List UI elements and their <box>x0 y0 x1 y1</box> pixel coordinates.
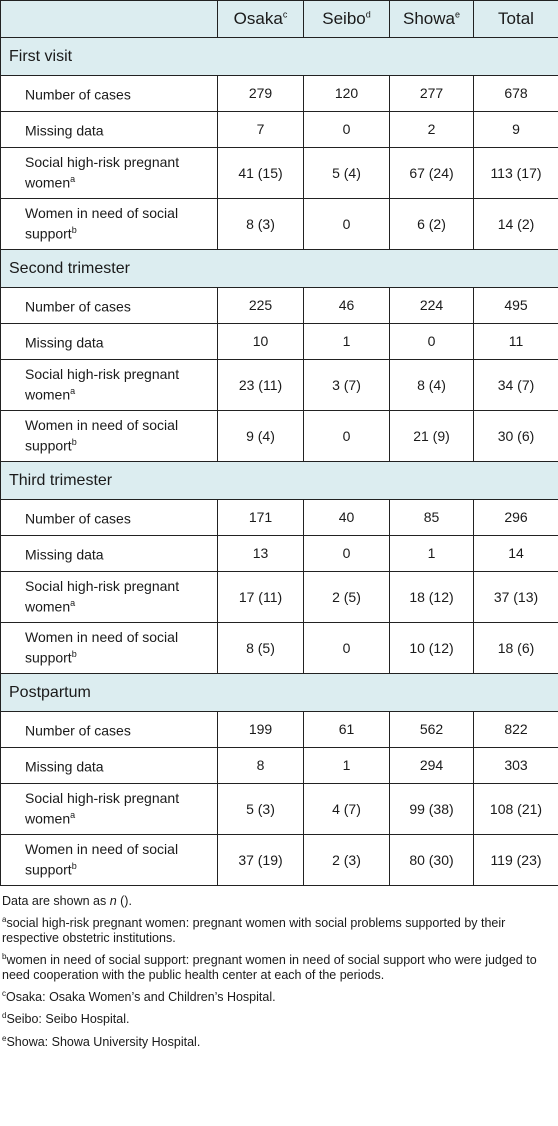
table-cell: 120 <box>304 76 390 112</box>
table-cell: 2 (5) <box>304 572 390 623</box>
table-cell: 23 (11) <box>218 360 304 411</box>
table-cell: 18 (12) <box>390 572 474 623</box>
table-cell: 17 (11) <box>218 572 304 623</box>
row-label: Number of cases <box>1 76 218 112</box>
table-cell: 9 <box>474 112 558 148</box>
header-blank-cell <box>1 1 218 38</box>
table-cell: 8 (3) <box>218 199 304 250</box>
table-cell: 10 (12) <box>390 623 474 674</box>
table-notes <box>0 886 558 1050</box>
table-cell: 5 (3) <box>218 784 304 835</box>
table-row <box>1 199 558 250</box>
row-label: Women in need of social support$^b$ <box>1 199 218 250</box>
table-row <box>1 76 558 112</box>
footnote-e: $^e$Showa: Showa University Hospital. <box>2 1033 201 1049</box>
row-label: Women in need of social support$^b$ <box>1 623 218 674</box>
section-row <box>1 462 558 500</box>
table-row <box>1 148 558 199</box>
table-row <box>1 623 558 674</box>
table-cell: 8 <box>218 748 304 784</box>
table-cell: 3 (7) <box>304 360 390 411</box>
row-label: Number of cases <box>1 712 218 748</box>
table-cell: 171 <box>218 500 304 536</box>
table-cell: 0 <box>304 112 390 148</box>
footnote-a: $^a$social high-risk pregnant women: pregnant women with social problems supported by their respective obstetric institutions. <box>2 915 506 946</box>
row-label: Social high-risk pregnant women$^a$ <box>1 784 218 835</box>
table-cell: 0 <box>304 536 390 572</box>
table-row <box>1 411 558 462</box>
row-label: Number of cases <box>1 288 218 324</box>
table-cell: 303 <box>474 748 558 784</box>
row-label: Missing data <box>1 748 218 784</box>
table-cell: 1 <box>304 748 390 784</box>
footnote-b: $^b$women in need of social support: pregnant women in need of social support who were judged to need cooperation with the public health center at each of the periods. <box>2 952 537 983</box>
table-cell: 30 (6) <box>474 411 558 462</box>
table-cell: 0 <box>304 411 390 462</box>
table-row <box>1 112 558 148</box>
footnote-c: $^c$Osaka: Osaka Women’s and Children’s Hospital. <box>2 989 276 1005</box>
table-cell: 2 <box>390 112 474 148</box>
table-cell: 61 <box>304 712 390 748</box>
table-cell: 0 <box>390 324 474 360</box>
table-cell: 562 <box>390 712 474 748</box>
data-shown-note: Data are shown as n (). <box>2 894 132 908</box>
table-cell: 10 <box>218 324 304 360</box>
table-cell: 7 <box>218 112 304 148</box>
table-cell: 279 <box>218 76 304 112</box>
table-cell: 495 <box>474 288 558 324</box>
section-row <box>1 674 558 712</box>
row-label: Women in need of social support$^b$ <box>1 835 218 886</box>
section-title: First visit <box>1 38 558 76</box>
table-cell: 113 (17) <box>474 148 558 199</box>
row-label: Social high-risk pregnant women$^a$ <box>1 572 218 623</box>
table-cell: 1 <box>304 324 390 360</box>
table-cell: 8 (5) <box>218 623 304 674</box>
table-cell: 678 <box>474 76 558 112</box>
section-title: Third trimester <box>1 462 558 500</box>
table-cell: 4 (7) <box>304 784 390 835</box>
table-row <box>1 536 558 572</box>
table-cell: 224 <box>390 288 474 324</box>
table-cell: 14 <box>474 536 558 572</box>
table-cell: 34 (7) <box>474 360 558 411</box>
section-row <box>1 38 558 76</box>
table-cell: 37 (13) <box>474 572 558 623</box>
table-cell: 80 (30) <box>390 835 474 886</box>
table-row <box>1 288 558 324</box>
table-cell: 277 <box>390 76 474 112</box>
table-cell: 6 (2) <box>390 199 474 250</box>
row-label: Social high-risk pregnant women$^a$ <box>1 360 218 411</box>
table-row <box>1 500 558 536</box>
table-cell: 40 <box>304 500 390 536</box>
section-title: Second trimester <box>1 250 558 288</box>
table-body <box>1 38 558 886</box>
table-cell: 13 <box>218 536 304 572</box>
row-label: Missing data <box>1 324 218 360</box>
table-cell: 1 <box>390 536 474 572</box>
table-cell: 14 (2) <box>474 199 558 250</box>
table-cell: 294 <box>390 748 474 784</box>
footnote-d: $^d$Seibo: Seibo Hospital. <box>2 1011 130 1027</box>
row-label: Number of cases <box>1 500 218 536</box>
table-cell: 46 <box>304 288 390 324</box>
table-cell: 296 <box>474 500 558 536</box>
table-cell: 0 <box>304 623 390 674</box>
table-cell: 37 (19) <box>218 835 304 886</box>
table-cell: 99 (38) <box>390 784 474 835</box>
table-cell: 2 (3) <box>304 835 390 886</box>
header-total: Total <box>474 1 558 38</box>
header-row <box>1 1 558 38</box>
table-cell: 18 (6) <box>474 623 558 674</box>
header-seibo: Seibo$^d$ <box>304 1 390 38</box>
table-row <box>1 748 558 784</box>
table-row <box>1 835 558 886</box>
row-label: Missing data <box>1 112 218 148</box>
table-cell: 108 (21) <box>474 784 558 835</box>
table-cell: 9 (4) <box>218 411 304 462</box>
table-cell: 85 <box>390 500 474 536</box>
table-cell: 8 (4) <box>390 360 474 411</box>
table-row <box>1 784 558 835</box>
table-cell: 119 (23) <box>474 835 558 886</box>
row-label: Missing data <box>1 536 218 572</box>
table-cell: 5 (4) <box>304 148 390 199</box>
header-osaka: Osaka$^c$ <box>218 1 304 38</box>
table-cell: 41 (15) <box>218 148 304 199</box>
table-cell: 21 (9) <box>390 411 474 462</box>
header-showa: Showa$^e$ <box>390 1 474 38</box>
table-cell: 199 <box>218 712 304 748</box>
table-cell: 822 <box>474 712 558 748</box>
section-row <box>1 250 558 288</box>
table-row <box>1 572 558 623</box>
table-cell: 67 (24) <box>390 148 474 199</box>
section-title: Postpartum <box>1 674 558 712</box>
table-cell: 0 <box>304 199 390 250</box>
table-row <box>1 360 558 411</box>
row-label: Women in need of social support$^b$ <box>1 411 218 462</box>
table-row <box>1 712 558 748</box>
table-cell: 225 <box>218 288 304 324</box>
row-label: Social high-risk pregnant women$^a$ <box>1 148 218 199</box>
table-cell: 11 <box>474 324 558 360</box>
table-row <box>1 324 558 360</box>
